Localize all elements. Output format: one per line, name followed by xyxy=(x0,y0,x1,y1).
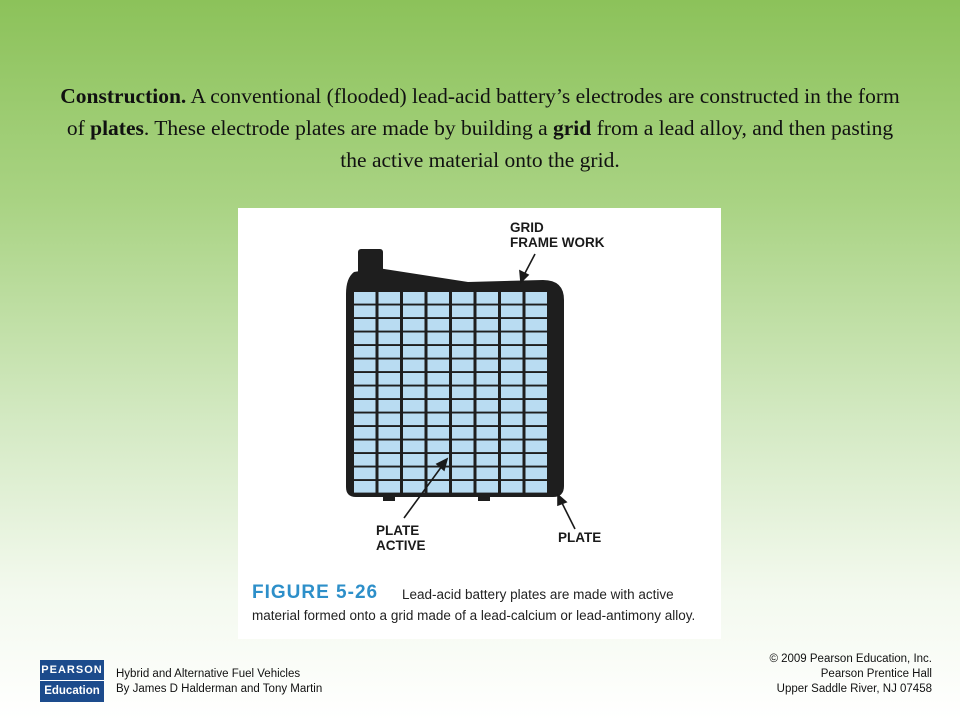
grid-cell xyxy=(452,414,474,426)
arrow-grid-frame xyxy=(524,254,535,275)
book-title: Hybrid and Alternative Fuel Vehicles xyxy=(116,668,301,680)
grid-cell xyxy=(354,387,376,399)
label-plate-active: PLATE ACTIVE xyxy=(376,523,426,553)
grid-cell xyxy=(354,400,376,412)
grid-cell xyxy=(428,306,450,318)
term-grid: grid xyxy=(553,116,592,140)
grid-cell xyxy=(452,441,474,453)
grid-cell xyxy=(354,360,376,372)
grid-cell xyxy=(354,414,376,426)
grid-cell xyxy=(354,427,376,439)
term-plates: plates xyxy=(90,116,144,140)
arrowhead-plate xyxy=(558,495,566,505)
grid-cell xyxy=(526,292,548,304)
grid-cell xyxy=(403,481,425,493)
grid-cell xyxy=(379,306,401,318)
grid-cell xyxy=(403,373,425,385)
grid-cell xyxy=(501,319,523,331)
grid-cell xyxy=(526,373,548,385)
grid-cell xyxy=(501,346,523,358)
grid-cell xyxy=(452,387,474,399)
grid-cell xyxy=(452,333,474,345)
grid-cell xyxy=(403,292,425,304)
grid-cell xyxy=(526,400,548,412)
grid-cell xyxy=(501,387,523,399)
grid-cell xyxy=(403,441,425,453)
grid-cell xyxy=(428,427,450,439)
grid-cell xyxy=(428,373,450,385)
grid-cell xyxy=(526,427,548,439)
pearson-education-logo xyxy=(40,660,104,702)
grid-cell xyxy=(477,360,499,372)
grid-cell xyxy=(501,360,523,372)
grid-cell xyxy=(501,454,523,466)
grid-cell xyxy=(526,333,548,345)
figure-caption: Lead-acid battery plates are made with active material formed onto a grid made of a lead-calcium or lead-antimony alloy. xyxy=(252,587,696,623)
label-plate: PLATE xyxy=(558,530,602,545)
grid-cell xyxy=(354,441,376,453)
paragraph-text-2: . These electrode plates are made by building a xyxy=(143,116,554,140)
grid-cell xyxy=(477,292,499,304)
grid-cell xyxy=(526,360,548,372)
grid-cell xyxy=(354,373,376,385)
copyright: © 2009 Pearson Education, Inc. xyxy=(769,653,932,665)
grid-cell xyxy=(477,400,499,412)
grid-cell xyxy=(379,292,401,304)
grid-cell xyxy=(354,481,376,493)
arrowhead-grid-frame xyxy=(520,271,528,282)
grid-cell xyxy=(477,441,499,453)
grid-cell xyxy=(403,387,425,399)
grid-cell xyxy=(501,373,523,385)
grid-cell xyxy=(452,319,474,331)
label-grid-frame-work: GRID FRAME WORK xyxy=(510,220,605,250)
grid-cell xyxy=(379,454,401,466)
arrow-plate xyxy=(562,503,575,529)
grid-cell xyxy=(428,468,450,480)
grid-cell xyxy=(501,468,523,480)
grid-cell xyxy=(526,414,548,426)
grid-cell xyxy=(501,400,523,412)
grid-cell xyxy=(379,427,401,439)
grid-cell xyxy=(379,468,401,480)
grid-cell xyxy=(526,454,548,466)
grid-cell xyxy=(428,441,450,453)
grid-cell xyxy=(501,306,523,318)
battery-plate-figure xyxy=(238,208,721,639)
grid-cell xyxy=(477,319,499,331)
grid-cell xyxy=(428,319,450,331)
grid-cell xyxy=(403,360,425,372)
grid-cell xyxy=(501,333,523,345)
grid-cell xyxy=(379,414,401,426)
grid-cell xyxy=(526,319,548,331)
figure-number: FIGURE 5-26 xyxy=(252,582,379,603)
grid-cell xyxy=(477,427,499,439)
grid-cell xyxy=(379,481,401,493)
grid-cell xyxy=(379,333,401,345)
grid-cell xyxy=(354,319,376,331)
paragraph-text-3: from a lead alloy, and then pasting the active material onto the grid. xyxy=(340,116,894,172)
grid-cell xyxy=(354,292,376,304)
grid-cell xyxy=(428,346,450,358)
grid-cell xyxy=(403,427,425,439)
footer-publisher-info xyxy=(769,652,932,697)
grid-cell xyxy=(403,306,425,318)
grid-cell xyxy=(501,414,523,426)
grid-cell xyxy=(379,441,401,453)
grid-cell xyxy=(452,292,474,304)
grid-cell xyxy=(526,441,548,453)
grid-cell xyxy=(379,373,401,385)
grid-cell xyxy=(403,454,425,466)
grid-cell xyxy=(403,414,425,426)
grid-cell xyxy=(477,333,499,345)
grid-cell xyxy=(477,306,499,318)
grid-cell xyxy=(452,454,474,466)
grid-cell xyxy=(477,468,499,480)
grid-cell xyxy=(526,481,548,493)
grid-cell xyxy=(403,346,425,358)
grid-cell xyxy=(428,292,450,304)
grid-cell xyxy=(379,387,401,399)
plate-foot xyxy=(383,495,395,501)
grid-cell xyxy=(452,306,474,318)
grid-cell xyxy=(477,387,499,399)
grid-cell xyxy=(501,292,523,304)
publisher: Pearson Prentice Hall xyxy=(820,668,932,680)
grid-cell xyxy=(403,400,425,412)
grid-cell xyxy=(477,481,499,493)
grid-cell xyxy=(526,306,548,318)
slide-paragraph xyxy=(60,80,900,176)
plate-foot xyxy=(478,495,490,501)
grid-cell xyxy=(428,333,450,345)
grid-cell xyxy=(477,346,499,358)
grid-cell xyxy=(452,481,474,493)
grid-cell xyxy=(379,400,401,412)
grid-cell xyxy=(379,346,401,358)
grid-cell xyxy=(354,468,376,480)
grid-cell xyxy=(452,360,474,372)
grid-cell xyxy=(379,319,401,331)
grid-cell xyxy=(526,468,548,480)
grid-cell xyxy=(428,414,450,426)
grid-cell xyxy=(452,427,474,439)
grid-cell xyxy=(452,400,474,412)
grid-plate xyxy=(346,249,564,501)
logo-top-text: PEARSON xyxy=(40,660,104,681)
footer-book-info xyxy=(116,667,322,697)
grid-cell xyxy=(526,346,548,358)
grid-cell xyxy=(501,441,523,453)
paragraph-text-1: A conventional (flooded) lead-acid battery’s electrodes are constructed in the form of xyxy=(66,84,900,140)
book-authors: By James D Halderman and Tony Martin xyxy=(116,683,323,695)
grid-cell xyxy=(452,373,474,385)
grid-cell xyxy=(501,481,523,493)
grid-cell xyxy=(403,319,425,331)
battery-plate-illustration xyxy=(238,208,721,639)
grid-cell xyxy=(379,360,401,372)
grid-cell xyxy=(501,427,523,439)
grid-cell xyxy=(403,468,425,480)
grid-cell xyxy=(428,387,450,399)
grid-cell xyxy=(403,333,425,345)
publisher-address: Upper Saddle River, NJ 07458 xyxy=(776,683,932,695)
logo-bottom-text: Education xyxy=(44,685,100,697)
grid-cell xyxy=(354,333,376,345)
grid-cell xyxy=(452,468,474,480)
grid-cell xyxy=(477,454,499,466)
grid-cell xyxy=(428,360,450,372)
grid-cell xyxy=(477,414,499,426)
grid-cell xyxy=(354,306,376,318)
grid-cell xyxy=(354,346,376,358)
grid-cell xyxy=(477,373,499,385)
grid-cell xyxy=(452,346,474,358)
grid-cell xyxy=(428,400,450,412)
grid-cell xyxy=(354,454,376,466)
slide-heading: Construction. xyxy=(60,84,187,108)
grid-cell xyxy=(526,387,548,399)
